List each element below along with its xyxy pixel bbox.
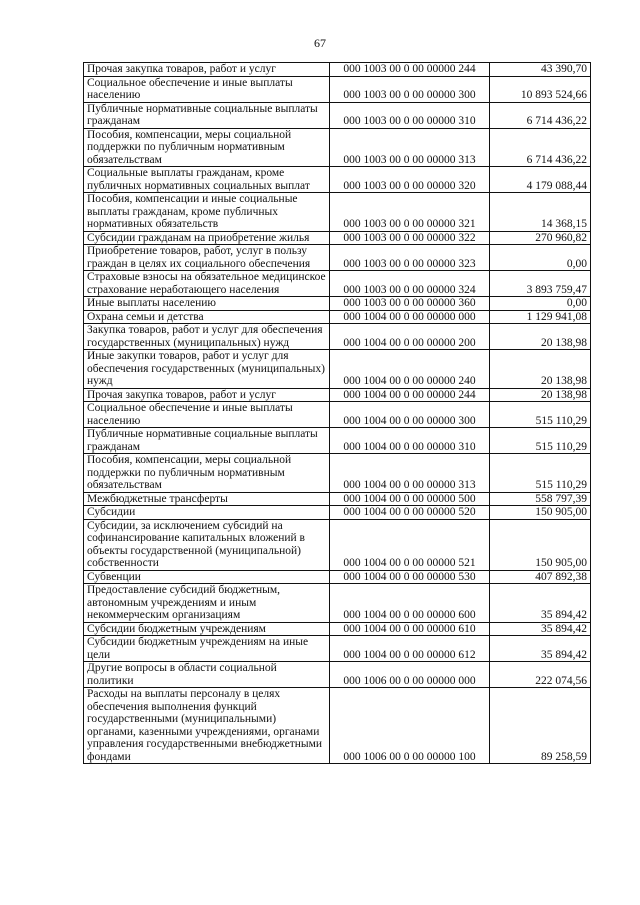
- row-code: 000 1006 00 0 00 00000 000: [330, 662, 490, 688]
- row-code: 000 1004 00 0 00 00000 310: [330, 428, 490, 454]
- table-row: [84, 688, 591, 764]
- row-name: Приобретение товаров, работ, услуг в пользу граждан в целях их социального обеспечения: [84, 245, 330, 271]
- page-number: 67: [314, 36, 326, 50]
- row-amount: 150 905,00: [490, 519, 591, 570]
- row-code: 000 1004 00 0 00 00000 240: [330, 350, 490, 389]
- row-amount: 0,00: [490, 245, 591, 271]
- row-amount: 35 894,42: [490, 622, 591, 636]
- row-code: 000 1003 00 0 00 00000 324: [330, 271, 490, 297]
- row-name: Охрана семьи и детства: [84, 310, 330, 324]
- table-row: [84, 388, 591, 402]
- row-code: 000 1003 00 0 00 00000 322: [330, 231, 490, 245]
- table-row: [84, 63, 591, 77]
- table-row: [84, 570, 591, 584]
- row-name: Субсидии гражданам на приобретение жилья: [84, 231, 330, 245]
- row-code: 000 1004 00 0 00 00000 244: [330, 388, 490, 402]
- table-row: [84, 622, 591, 636]
- row-amount: 3 893 759,47: [490, 271, 591, 297]
- table-row: [84, 310, 591, 324]
- table-row: [84, 297, 591, 311]
- row-code: 000 1003 00 0 00 00000 244: [330, 63, 490, 77]
- row-name: Другие вопросы в области социальной политики: [84, 662, 330, 688]
- table-row: [84, 271, 591, 297]
- row-name: Субвенции: [84, 570, 330, 584]
- row-name: Социальное обеспечение и иные выплаты населению: [84, 76, 330, 102]
- row-name: Межбюджетные трансферты: [84, 492, 330, 506]
- row-code: 000 1003 00 0 00 00000 321: [330, 193, 490, 232]
- table-row: [84, 167, 591, 193]
- table-row: [84, 584, 591, 623]
- row-amount: 20 138,98: [490, 350, 591, 389]
- row-name: Расходы на выплаты персоналу в целях обеспечения выполнения функций государственными (муниципальными) органами, казенными учреждениями, органами управления государственными внебюджетными фондами: [84, 688, 330, 764]
- table-row: [84, 506, 591, 520]
- table-row: [84, 193, 591, 232]
- row-name: Публичные нормативные социальные выплаты гражданам: [84, 102, 330, 128]
- table-row: [84, 428, 591, 454]
- row-amount: 35 894,42: [490, 636, 591, 662]
- row-code: 000 1004 00 0 00 00000 000: [330, 310, 490, 324]
- row-amount: 20 138,98: [490, 388, 591, 402]
- row-amount: 35 894,42: [490, 584, 591, 623]
- row-amount: 14 368,15: [490, 193, 591, 232]
- row-code: 000 1006 00 0 00 00000 100: [330, 688, 490, 764]
- row-name: Прочая закупка товаров, работ и услуг: [84, 388, 330, 402]
- table-row: [84, 402, 591, 428]
- row-name: Пособия, компенсации, меры социальной поддержки по публичным нормативным обязательствам: [84, 454, 330, 493]
- row-code: 000 1004 00 0 00 00000 610: [330, 622, 490, 636]
- row-code: 000 1003 00 0 00 00000 313: [330, 128, 490, 167]
- table-row: [84, 324, 591, 350]
- table-row: [84, 519, 591, 570]
- row-code: 000 1003 00 0 00 00000 323: [330, 245, 490, 271]
- row-name: Пособия, компенсации и иные социальные выплаты гражданам, кроме публичных нормативных обязательств: [84, 193, 330, 232]
- row-name: Субсидии: [84, 506, 330, 520]
- row-code: 000 1003 00 0 00 00000 300: [330, 76, 490, 102]
- table-row: [84, 245, 591, 271]
- row-name: Предоставление субсидий бюджетным, автономным учреждениям и иным некоммерческим организациям: [84, 584, 330, 623]
- row-amount: 222 074,56: [490, 662, 591, 688]
- row-name: Иные закупки товаров, работ и услуг для обеспечения государственных (муниципальных) нужд: [84, 350, 330, 389]
- row-amount: 515 110,29: [490, 454, 591, 493]
- row-amount: 6 714 436,22: [490, 128, 591, 167]
- row-amount: 0,00: [490, 297, 591, 311]
- row-name: Субсидии бюджетным учреждениям: [84, 622, 330, 636]
- row-amount: 20 138,98: [490, 324, 591, 350]
- table-row: [84, 636, 591, 662]
- table-row: [84, 231, 591, 245]
- row-amount: 515 110,29: [490, 428, 591, 454]
- row-name: Иные выплаты населению: [84, 297, 330, 311]
- row-name: Пособия, компенсации, меры социальной поддержки по публичным нормативным обязательствам: [84, 128, 330, 167]
- row-amount: 4 179 088,44: [490, 167, 591, 193]
- row-code: 000 1004 00 0 00 00000 521: [330, 519, 490, 570]
- row-amount: 558 797,39: [490, 492, 591, 506]
- row-code: 000 1004 00 0 00 00000 600: [330, 584, 490, 623]
- row-amount: 1 129 941,08: [490, 310, 591, 324]
- row-name: Прочая закупка товаров, работ и услуг: [84, 63, 330, 77]
- row-code: 000 1004 00 0 00 00000 530: [330, 570, 490, 584]
- row-name: Публичные нормативные социальные выплаты гражданам: [84, 428, 330, 454]
- table-row: [84, 454, 591, 493]
- row-amount: 10 893 524,66: [490, 76, 591, 102]
- row-name: Субсидии, за исключением субсидий на софинансирование капитальных вложений в объекты государственной (муниципальной) собственности: [84, 519, 330, 570]
- table-row: [84, 350, 591, 389]
- row-amount: 407 892,38: [490, 570, 591, 584]
- row-name: Страховые взносы на обязательное медицинское страхование неработающего населения: [84, 271, 330, 297]
- row-amount: 270 960,82: [490, 231, 591, 245]
- row-code: 000 1003 00 0 00 00000 360: [330, 297, 490, 311]
- table-row: [84, 76, 591, 102]
- row-code: 000 1004 00 0 00 00000 500: [330, 492, 490, 506]
- row-name: Социальные выплаты гражданам, кроме публичных нормативных социальных выплат: [84, 167, 330, 193]
- row-code: 000 1004 00 0 00 00000 200: [330, 324, 490, 350]
- row-code: 000 1004 00 0 00 00000 313: [330, 454, 490, 493]
- table-row: [84, 102, 591, 128]
- row-amount: 6 714 436,22: [490, 102, 591, 128]
- row-amount: 150 905,00: [490, 506, 591, 520]
- row-code: 000 1004 00 0 00 00000 300: [330, 402, 490, 428]
- row-code: 000 1003 00 0 00 00000 310: [330, 102, 490, 128]
- row-name: Социальное обеспечение и иные выплаты населению: [84, 402, 330, 428]
- table-row: [84, 662, 591, 688]
- budget-table: [83, 62, 591, 764]
- row-amount: 43 390,70: [490, 63, 591, 77]
- table-row: [84, 492, 591, 506]
- table-row: [84, 128, 591, 167]
- budget-table-body: [84, 63, 591, 764]
- row-name: Закупка товаров, работ и услуг для обеспечения государственных (муниципальных) нужд: [84, 324, 330, 350]
- row-code: 000 1003 00 0 00 00000 320: [330, 167, 490, 193]
- row-code: 000 1004 00 0 00 00000 520: [330, 506, 490, 520]
- row-amount: 89 258,59: [490, 688, 591, 764]
- row-name: Субсидии бюджетным учреждениям на иные цели: [84, 636, 330, 662]
- row-code: 000 1004 00 0 00 00000 612: [330, 636, 490, 662]
- row-amount: 515 110,29: [490, 402, 591, 428]
